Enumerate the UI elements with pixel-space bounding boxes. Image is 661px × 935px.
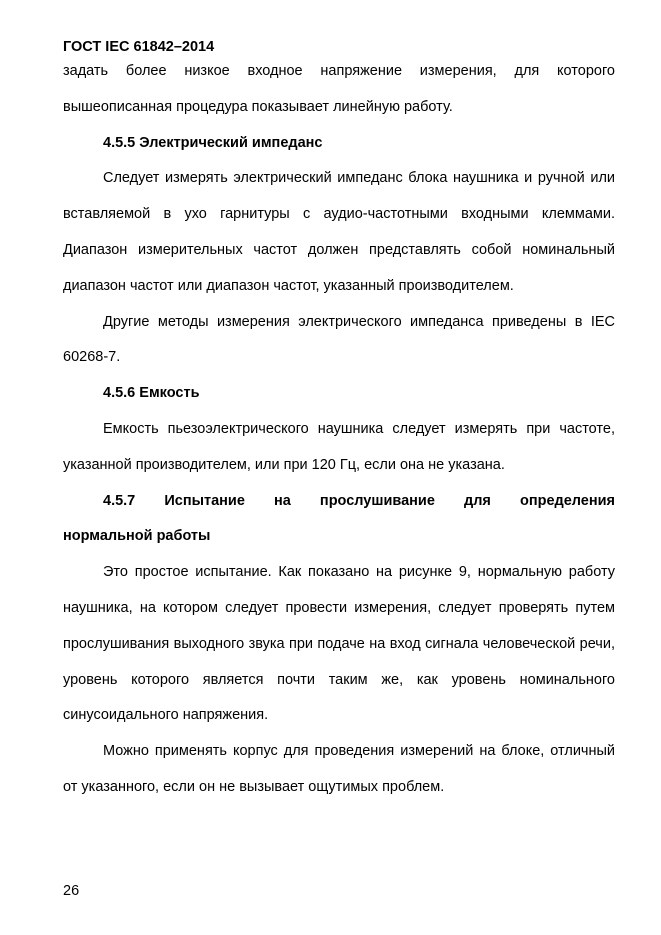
section-heading-4-5-5: 4.5.5 Электрический импеданс <box>103 134 323 151</box>
paragraph-measurement-enclosure: Можно применять корпус для проведения измерений на блоке, отличный от указанного, если он не вызывает ощутимых проблем. <box>63 743 615 795</box>
document-body <box>63 54 615 806</box>
section-heading-4-5-7-continued: нормальной работы <box>63 528 211 545</box>
paragraph-impedance-methods: Другие методы измерения электрического импеданса приведены в IEC 60268-7. <box>63 313 615 366</box>
section-heading-4-5-6: 4.5.6 Емкость <box>103 385 200 402</box>
document-code-header: ГОСТ IEC 61842–2014 <box>63 39 215 55</box>
paragraph-listening-test: Это простое испытание. Как показано на рисунке 9, нормальную работу наушника, на котором следует провести измерения, следует проверять путем прослушивания выходного звука при подаче на вход сигнала человеческой речи, уровень которого является почти таким же, как уровень номинального синусоидального напряжения. <box>63 564 615 724</box>
section-heading-4-5-7: 4.5.7 Испытание на прослушивание для определения <box>103 492 615 509</box>
continuation-paragraph: задать более низкое входное напряжение измерения, для которого вышеописанная процедура показывает линейную работу. <box>63 63 615 115</box>
page-number: 26 <box>63 883 80 899</box>
paragraph-impedance-measurement: Следует измерять электрический импеданс блока наушника и ручной или вставляемой в ухо гарнитуры с аудио-частотными входными клеммами. Диапазон измерительных частот должен представлять собой номинальный диапазон частот или диапазон частот, указанный производителем. <box>63 170 615 294</box>
paragraph-capacitance: Емкость пьезоэлектрического наушника следует измерять при частоте, указанной производителем, или при 120 Гц, если она не указана. <box>63 420 615 473</box>
